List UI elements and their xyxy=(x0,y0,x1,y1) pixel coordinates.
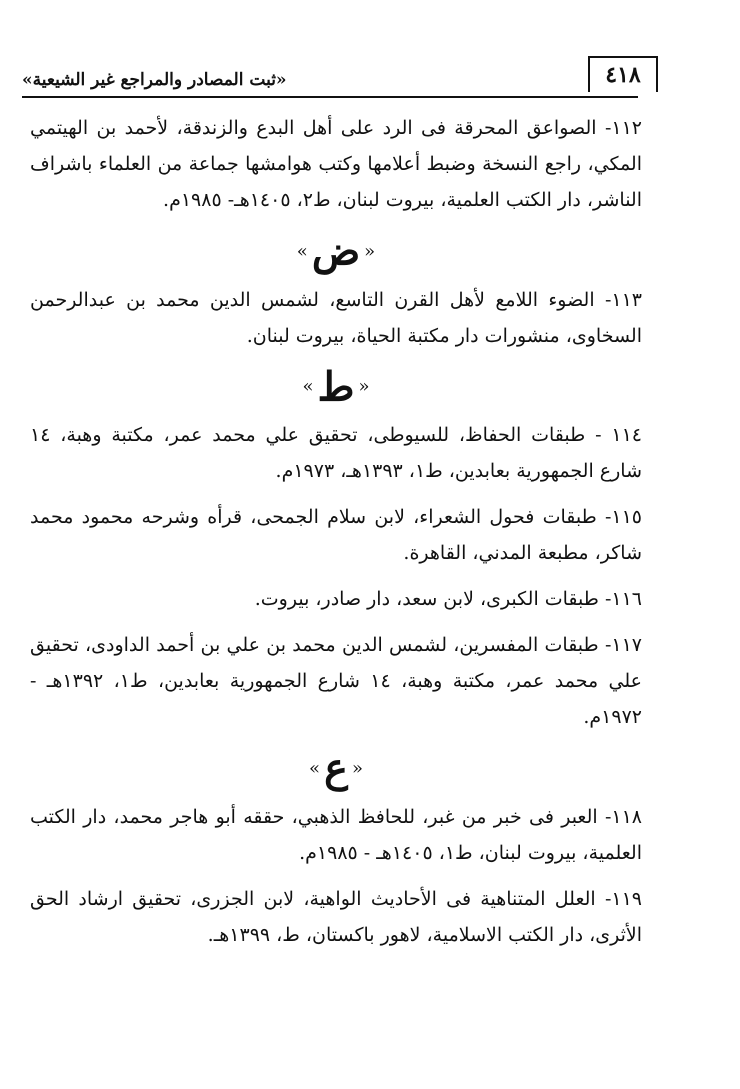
entry-text: العبر فى خبر من غبر، للحافظ الذهبي، حققه أبو هاجر محمد، دار الكتب العلمية، بيروت لبنان، ط١، ١٤٠٥هـ - ١٩٨٥م. xyxy=(30,805,642,864)
bibliography-entry xyxy=(30,282,642,354)
entry-text: طبقات الحفاظ، للسيوطى، تحقيق علي محمد عمر، مكتبة وهبة، ١٤ شارع الجمهورية بعابدين، ط١، ١٣٩٣هـ، ١٩٧٣م. xyxy=(30,424,642,482)
section-letter: ط xyxy=(317,363,355,410)
bibliography-entry xyxy=(30,581,642,617)
section-open-bracket: « xyxy=(364,240,376,262)
page-number: ٤١٨ xyxy=(588,56,658,92)
section-close-bracket: » xyxy=(302,376,314,397)
section-letter: ع xyxy=(324,744,348,792)
entry-number: ١١٢- xyxy=(604,117,642,139)
bibliography-entry xyxy=(30,110,642,218)
section-open-bracket: « xyxy=(351,757,363,779)
bibliography-entry xyxy=(30,417,642,489)
bibliography-entry xyxy=(30,499,642,571)
bibliography-entry xyxy=(30,799,642,871)
running-title: «ثبت المصادر والمراجع غير الشيعية» xyxy=(22,70,287,90)
entry-text: الضوء اللامع لأهل القرن التاسع، لشمس الدين محمد بن عبدالرحمن السخاوى، منشورات دار مكتبة الحياة، بيروت لبنان. xyxy=(30,288,642,347)
section-close-bracket: » xyxy=(296,240,308,262)
entry-number: ١١٥- xyxy=(604,506,642,528)
bibliography-entry xyxy=(30,881,642,953)
section-letter-heading xyxy=(30,228,642,274)
entry-text: طبقات فحول الشعراء، لابن سلام الجمحى، قرأه وشرحه محمود محمد شاكر، مطبعة المدني، القاهرة. xyxy=(30,506,642,564)
header-rule xyxy=(22,96,638,98)
bibliography-entry xyxy=(30,627,642,735)
section-letter: ض xyxy=(311,227,361,275)
entry-text: طبقات الكبرى، لابن سعد، دار صادر، بيروت. xyxy=(254,588,599,610)
entry-number: ١١٨- xyxy=(604,805,643,828)
entry-text: العلل المتناهية فى الأحاديث الواهية، لابن الجزرى، تحقيق ارشاد الحق الأثرى، دار الكتب الاسلامية، لاهور باكستان، ط، ١٣٩٩هـ. xyxy=(30,887,642,946)
bibliography-list xyxy=(30,110,642,963)
entry-text: طبقات المفسرين، لشمس الدين محمد بن علي بن أحمد الداودى، تحقيق علي محمد عمر، مكتبة وهبة، ١٤ شارع الجمهورية بعابدين، ط١، ١٣٩٢هـ - ١٩٧٢م. xyxy=(30,634,643,728)
entry-number: ١١٩- xyxy=(604,887,642,910)
entry-number: ١١٦- xyxy=(604,588,642,610)
entry-text: الصواعق المحرقة فى الرد على أهل البدع والزندقة، لأحمد بن الهيتمي المكي، راجع النسخة وضبط أعلامها وكتب هوامشها جماعة من العلماء باشراف الناشر، دار الكتب العلمية، بيروت لبنان، ط٢، ١٤٠٥هـ- ١٩٨٥م. xyxy=(30,117,642,211)
entry-number: ١١٣- xyxy=(604,288,643,311)
section-open-bracket: « xyxy=(358,376,370,397)
entry-number: ١١٤ - xyxy=(595,424,643,446)
section-letter-heading xyxy=(30,364,642,410)
entry-number: ١١٧- xyxy=(604,634,642,656)
section-close-bracket: » xyxy=(309,757,321,779)
section-letter-heading xyxy=(30,745,642,791)
page-header xyxy=(22,48,658,98)
